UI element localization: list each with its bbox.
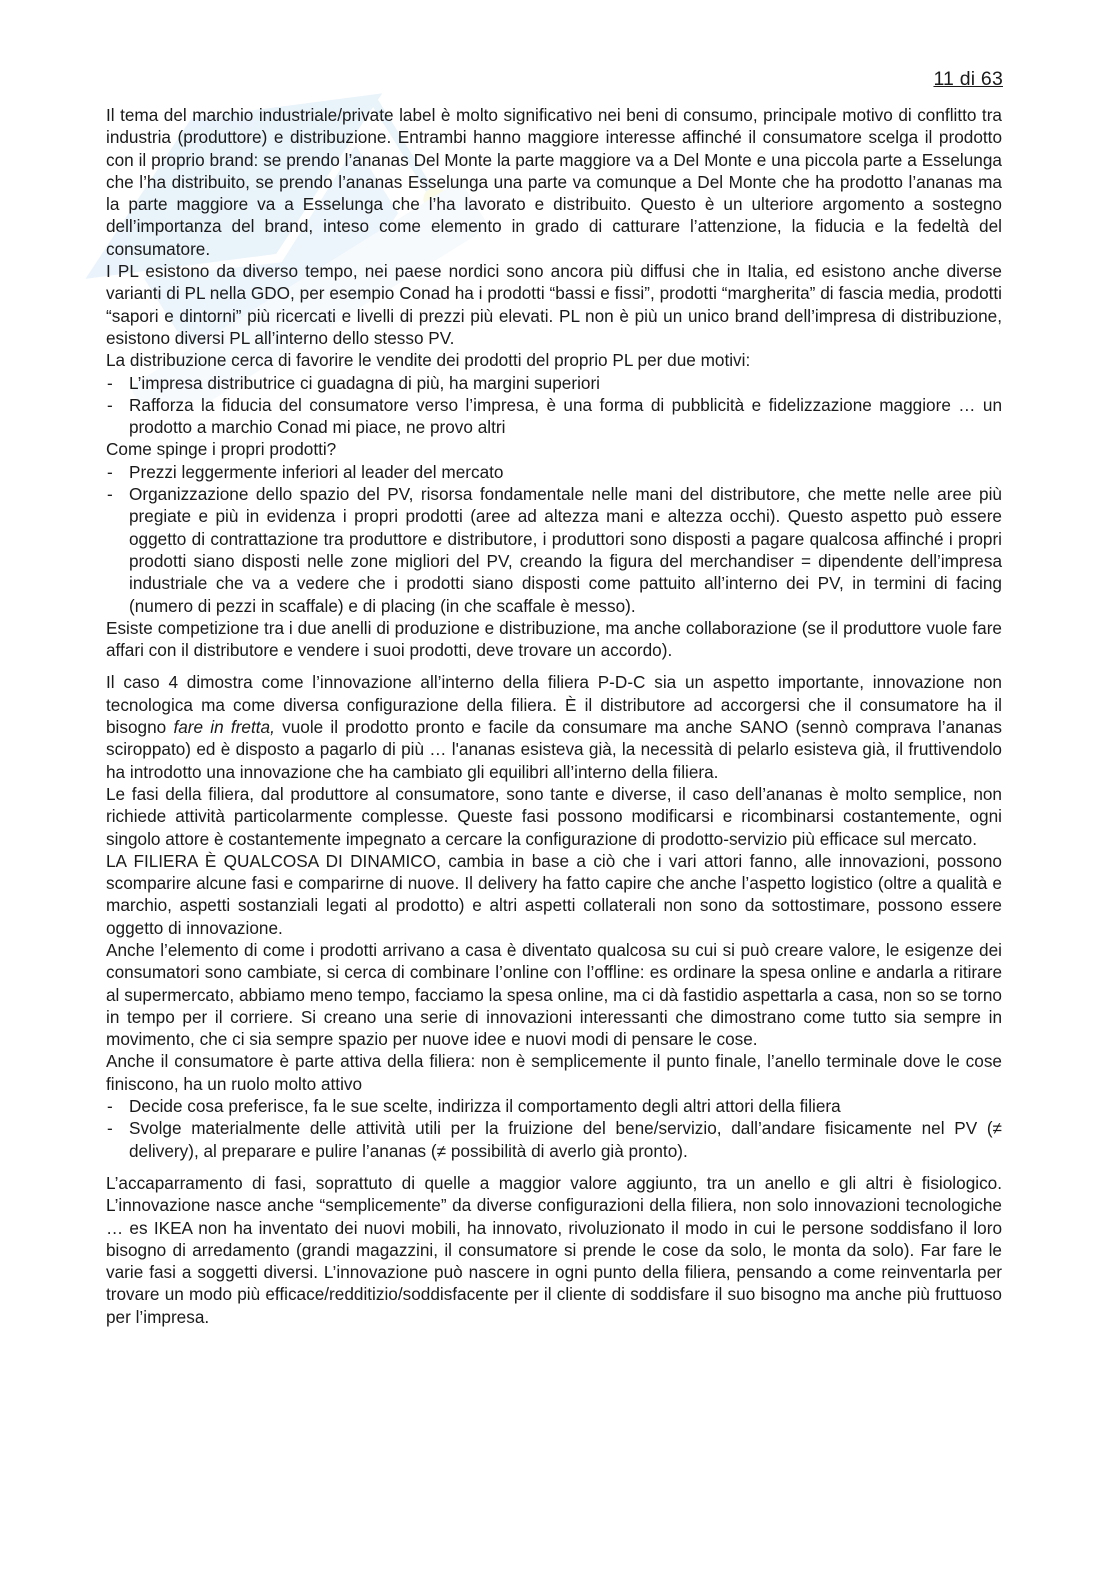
list-come-spinge — [106, 461, 1002, 617]
caso-4-text-end: vuole il prodotto pronto e facile da consumare ma anche SANO (sennò comprava l’ananas sciroppato) ed è disposto a pagarlo di più … l'ananas esisteva già, la necessità di pelarlo esisteva già, il fruttivendolo ha introdotto una innovazione che ha cambiato gli equilibri all’interno della filiera. — [106, 717, 1002, 782]
list-item: - Decide cosa preferisce, fa le sue scelte, indirizza il comportamento degli altri attori della filiera — [106, 1095, 1002, 1117]
list-item: - Svolge materialmente delle attività utili per la fruizione del bene/servizio, dall’andare fisicamente nel PV (≠ delivery), al preparare e pulire l’ananas (≠ possibilità di averlo già pronto). — [106, 1117, 1002, 1162]
list-item: - Prezzi leggermente inferiori al leader del mercato — [106, 461, 1002, 483]
paragraph-competizione: Esiste competizione tra i due anelli di produzione e distribuzione, ma anche collaborazione (se il produttore vuole fare affari con il distributore e vendere i suoi prodotti, deve trovare un accordo). — [106, 617, 1002, 661]
paragraph-fasi-filiera: Le fasi della filiera, dal produttore al consumatore, sono tante e diverse, il caso dell’ananas è molto semplice, non richiede attività particolarmente complesse. Queste fasi possono modificarsi e ricombinarsi costantemente, ogni singolo attore è costantemente impegnato a cercare la configurazione di prodotto-servizio più efficace sul mercato. — [106, 783, 1002, 849]
list-item: - Rafforza la fiducia del consumatore verso l’impresa, è una forma di pubblicità e fidelizzazione maggiore … un prodotto a marchio Conad mi piace, ne provo altri — [106, 394, 1002, 439]
list-item: - Organizzazione dello spazio del PV, risorsa fondamentale nelle mani del distributore, che mette nelle aree più pregiate e più in evidenza i propri prodotti (aree ad altezza mani e altezza occhi). Questo aspetto può essere oggetto di contrattazione tra produttore e distributore, i produttori sono disposti a pagare qualcosa affinché i propri prodotti siano disposti nelle zone migliori del PV, creando la figura del merchandiser = dipendente dell’impresa industriale che va a vedere che i prodotti siano disposti come pattuito all’interno dei PV, in termini di facing (numero di pezzi in scaffale) e di placing (in che scaffale è messo). — [106, 483, 1002, 617]
paragraph-caso-4 — [106, 671, 1002, 782]
list-item: - L’impresa distributrice ci guadagna di più, ha margini superiori — [106, 372, 1002, 394]
document-body — [106, 104, 1002, 1328]
list-consumatore — [106, 1095, 1002, 1162]
paragraph-private-label: Il tema del marchio industriale/private label è molto significativo nei beni di consumo, principale motivo di conflitto tra industria (produttore) e distribuzione. Entrambi hanno maggiore interesse affinché il consumatore scelga il prodotto con il proprio brand: se prendo l’ananas Del Monte la parte maggiore va a Del Monte e una piccola parte a Esselunga che l’ha distribuito, se prendo l’ananas Esselunga una parte va comunque a Del Monte che ha prodotto l’ananas ma la parte maggiore va a Esselunga che l’ha lavorato e distribuito. Questo è un ulteriore argomento a sostegno dell’importanza del brand, inteso come elemento in grado di catturare l’attenzione, la fiducia e la fedeltà del consumatore. — [106, 105, 1002, 259]
page-number: 11 di 63 — [933, 68, 1003, 90]
paragraph-filiera-dinamica: LA FILIERA È QUALCOSA DI DINAMICO, cambia in base a ciò che i vari attori fanno, alle innovazioni, possono scomparire alcune fasi e comparirne di nuove. Il delivery ha fatto capire che anche l’aspetto logistico (oltre a qualità e marchio, aspetti sostanziali legati al prodotto) e altri aspetti collaterali non sono da sottostimare, possono essere oggetto di innovazione. — [106, 850, 1002, 938]
list-motivi — [106, 372, 1002, 439]
paragraph-online-offline: Anche l’elemento di come i prodotti arrivano a casa è diventato qualcosa su cui si può creare valore, le esigenze dei consumatori sono cambiate, si cerca di combinare l’online con l’offline: es ordinare la spesa online e andarla a ritirare al supermercato, abbiamo meno tempo, facciamo la spesa online, ma ci dà fastidio aspettarla a casa, non so se torno in tempo per il corriere. Si creano una serie di innovazioni interessanti che dimostrano come tutto sia sempre in movimento, che ci sia sempre spazio per nuove idee e nuovi modi di pensare le cose. — [106, 939, 1002, 1050]
caso-4-emphasis: fare in fretta, — [173, 717, 275, 738]
paragraph-accaparramento: L’accaparramento di fasi, soprattuto di quelle a maggior valore aggiunto, tra un anello e gli altri è fisiologico. L’innovazione nasce anche “semplicemente” da diverse configurazioni della filiera, non solo innovazioni tecnologiche … es IKEA non ha inventato dei nuovi mobili, ha innovato, rivoluzionato il modo in cui le persone soddisfano il loro bisogno di arredamento (grandi magazzini, il consumatore si prende le cose da solo, le monta da solo). Far fare le varie fasi a soggetti diversi. L’innovazione può nascere in ogni punto della filiera, pensando a come reinventarla per trovare un modo più efficace/redditizio/soddisfacente per il cliente di soddisfare il suo bisogno ma anche più fruttuoso per l’impresa. — [106, 1172, 1002, 1327]
paragraph-come-spinge: Come spinge i propri prodotti? — [106, 439, 337, 460]
paragraph-motivi-intro: La distribuzione cerca di favorire le vendite dei prodotti del proprio PL per due motivi: — [106, 350, 751, 371]
paragraph-consumatore-attivo: Anche il consumatore è parte attiva della filiera: non è semplicemente il punto finale, l’anello terminale dove le cose finiscono, ha un ruolo molto attivo — [106, 1051, 1002, 1094]
paragraph-pl-varianti: I PL esistono da diverso tempo, nei paese nordici sono ancora più diffusi che in Italia, ed esistono anche diverse varianti di PL nella GDO, per esempio Conad ha i prodotti “bassi e fissi”, prodotti “margherita” di fascia media, prodotti “sapori e dintorni” più ricercati e livelli di prezzi più elevati. PL non è più un unico brand dell’impresa di distribuzione, esistono diversi PL all’interno dello stesso PV. — [106, 261, 1002, 348]
caso-4-text-start: Il caso 4 dimostra come l’innovazione all’interno della filiera P-D-C sia un aspetto importante, innovazione non tecnologica ma come diversa configurazione della filiera. È il distributore ad accorgersi che il consumatore ha il bisogno — [106, 672, 1002, 738]
